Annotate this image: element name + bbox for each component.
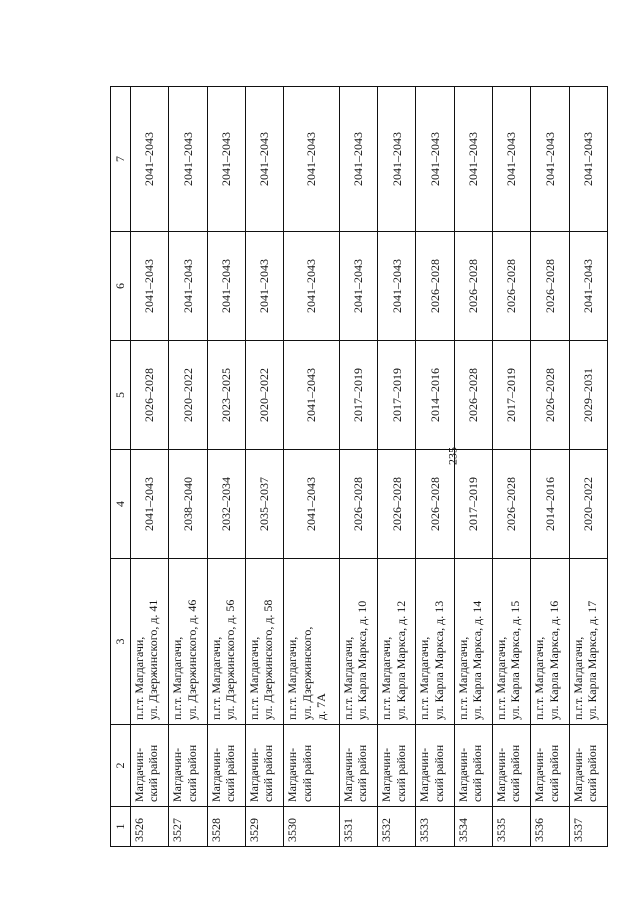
period-cell-col6: 2041–2043 [207,232,245,341]
district-line: ский район [261,744,276,802]
row-number-cell: 3528 [207,807,245,847]
period-cell-col4: 2026–2028 [339,450,377,559]
district-line: ский район [222,744,237,802]
period-cell-col7: 2041–2043 [169,87,207,232]
address-cell [245,559,283,725]
address-line: п.г.т. Магдагачи, [494,636,509,720]
address-line: п.г.т. Магдагачи, [379,636,394,720]
period-cell-col4: 2041–2043 [131,450,169,559]
period-cell-col6: 2041–2043 [284,232,340,341]
address-cell [131,559,169,725]
period-cell-col4: 2014–2016 [531,450,569,559]
period-cell-col6: 2041–2043 [245,232,283,341]
period-cell-col6: 2026–2028 [493,232,531,341]
period-cell-col7: 2041–2043 [339,87,377,232]
row-number-cell: 3527 [169,807,207,847]
address-line: п.г.т. Магдагачи, [285,636,300,720]
period-cell-col7: 2041–2043 [378,87,416,232]
district-line: ский район [184,744,199,802]
district-cell [284,725,340,807]
address-line: ул. Карла Маркса, д. 12 [393,600,408,720]
table-row [569,87,607,847]
period-cell-col7: 2041–2043 [493,87,531,232]
table-row [169,87,207,847]
district-line: Магдачин- [379,747,394,802]
district-cell [569,725,607,807]
period-cell-col5: 2017–2019 [339,341,377,450]
period-cell-col4: 2041–2043 [284,450,340,559]
address-line: ул. Дзержинского, д. 56 [222,599,237,720]
district-line: ский район [546,744,561,802]
district-line: Магдачин- [285,747,300,802]
district-line: Магдачин- [417,747,432,802]
period-cell-col5: 2026–2028 [131,341,169,450]
period-cell-col6: 2026–2028 [454,232,492,341]
district-line: ский район [431,744,446,802]
period-cell-col4: 2026–2028 [378,450,416,559]
table-row [245,87,283,847]
period-cell-col7: 2041–2043 [131,87,169,232]
period-cell-col5: 2020–2022 [169,341,207,450]
address-line: п.г.т. Магдагачи, [570,636,585,720]
period-cell-col6: 2041–2043 [169,232,207,341]
district-line: Магдачин- [455,747,470,802]
district-line: Магдачин- [570,747,585,802]
period-cell-col7: 2041–2043 [207,87,245,232]
address-cell [569,559,607,725]
district-cell [131,725,169,807]
period-cell-col5: 2026–2028 [454,341,492,450]
table-row [131,87,169,847]
table-header-row [111,87,131,847]
district-cell [245,725,283,807]
district-line: Магдачин- [132,747,146,802]
period-cell-col4: 2017–2019 [454,450,492,559]
address-cell [531,559,569,725]
period-cell-col6: 2041–2043 [378,232,416,341]
row-number-cell: 3535 [493,807,531,847]
period-cell-col5: 2029–2031 [569,341,607,450]
address-line: д. 7А [313,693,328,720]
period-cell-col7: 2041–2043 [245,87,283,232]
address-cell [207,559,245,725]
period-cell-col7: 2041–2043 [454,87,492,232]
period-cell-col4: 2035–2037 [245,450,283,559]
row-number-cell: 3533 [416,807,454,847]
district-line: ский район [470,744,485,802]
address-line: ул. Дзержинского, д. 46 [184,599,199,720]
district-cell [378,725,416,807]
header-cell: 3 [111,559,131,725]
period-cell-col4: 2038–2040 [169,450,207,559]
address-line: ул. Карла Маркса, д. 13 [431,600,446,720]
housing-schedule-table [110,86,608,847]
address-cell [284,559,340,725]
period-cell-col7: 2041–2043 [284,87,340,232]
period-cell-col6: 2041–2043 [131,232,169,341]
district-cell [207,725,245,807]
row-number-cell: 3536 [531,807,569,847]
district-line: Магдачин- [340,747,355,802]
address-line: п.г.т. Магдагачи, [455,636,470,720]
row-number-cell: 3526 [131,807,169,847]
address-line: ул. Дзержинского, д. 41 [146,599,161,720]
address-cell [169,559,207,725]
district-line: Магдачин- [494,747,509,802]
row-number-cell: 3532 [378,807,416,847]
district-line: ский район [508,744,523,802]
district-line: Магдачин- [532,747,547,802]
district-line: ский район [299,744,314,802]
address-line: ул. Карла Маркса, д. 14 [470,600,485,720]
district-cell [416,725,454,807]
address-cell [378,559,416,725]
period-cell-col5: 2014–2016 [416,341,454,450]
district-cell [531,725,569,807]
district-cell [454,725,492,807]
district-line: ский район [146,744,161,802]
address-line: п.г.т. Магдагачи, [340,636,355,720]
table-row [207,87,245,847]
header-cell: 4 [111,450,131,559]
header-cell: 5 [111,341,131,450]
period-cell-col7: 2041–2043 [416,87,454,232]
district-line: ский район [355,744,370,802]
period-cell-col5: 2023–2025 [207,341,245,450]
table-row [378,87,416,847]
period-cell-col6: 2041–2043 [569,232,607,341]
address-cell [454,559,492,725]
table-row [339,87,377,847]
period-cell-col5: 2041–2043 [284,341,340,450]
district-cell [339,725,377,807]
period-cell-col5: 2026–2028 [531,341,569,450]
period-cell-col6: 2041–2043 [339,232,377,341]
district-cell [169,725,207,807]
address-line: п.г.т. Магдагачи, [208,636,223,720]
address-line: ул. Карла Маркса, д. 15 [508,600,523,720]
period-cell-col7: 2041–2043 [531,87,569,232]
header-cell: 2 [111,725,131,807]
period-cell-col4: 2026–2028 [493,450,531,559]
address-cell [493,559,531,725]
table-row [416,87,454,847]
address-line: п.г.т. Магдагачи, [132,636,146,720]
address-line: ул. Карла Маркса, д. 16 [546,600,561,720]
district-line: Магдачин- [208,747,223,802]
address-line: ул. Карла Маркса, д. 10 [355,600,370,720]
table-row [493,87,531,847]
address-line: п.г.т. Магдагачи, [170,636,185,720]
period-cell-col5: 2017–2019 [493,341,531,450]
period-cell-col4: 2020–2022 [569,450,607,559]
rotated-table-wrapper [110,87,608,847]
address-cell [339,559,377,725]
table-row [454,87,492,847]
period-cell-col4: 2026–2028 [416,450,454,559]
period-cell-col7: 2041–2043 [569,87,607,232]
row-number-cell: 3537 [569,807,607,847]
header-cell: 6 [111,232,131,341]
period-cell-col4: 2032–2034 [207,450,245,559]
period-cell-col5: 2020–2022 [245,341,283,450]
table-row [284,87,340,847]
address-line: п.г.т. Магдагачи, [532,636,547,720]
page-number: 235 [445,447,460,465]
period-cell-col6: 2026–2028 [416,232,454,341]
table-row [531,87,569,847]
district-line: Магдачин- [170,747,185,802]
address-cell [416,559,454,725]
district-line: ский район [585,744,599,802]
period-cell-col6: 2026–2028 [531,232,569,341]
district-line: Магдачин- [246,747,261,802]
header-cell: 1 [111,807,131,847]
district-cell [493,725,531,807]
address-line: п.г.т. Магдагачи, [417,636,432,720]
address-line: ул. Карла Маркса, д. 17 [585,600,599,720]
row-number-cell: 3534 [454,807,492,847]
table-body [131,87,608,847]
header-cell: 7 [111,87,131,232]
row-number-cell: 3529 [245,807,283,847]
row-number-cell: 3531 [339,807,377,847]
address-line: ул. Дзержинского, [299,626,314,720]
address-line: ул. Дзержинского, д. 58 [261,599,276,720]
address-line: п.г.т. Магдагачи, [246,636,261,720]
row-number-cell: 3530 [284,807,340,847]
period-cell-col5: 2017–2019 [378,341,416,450]
district-line: ский район [393,744,408,802]
